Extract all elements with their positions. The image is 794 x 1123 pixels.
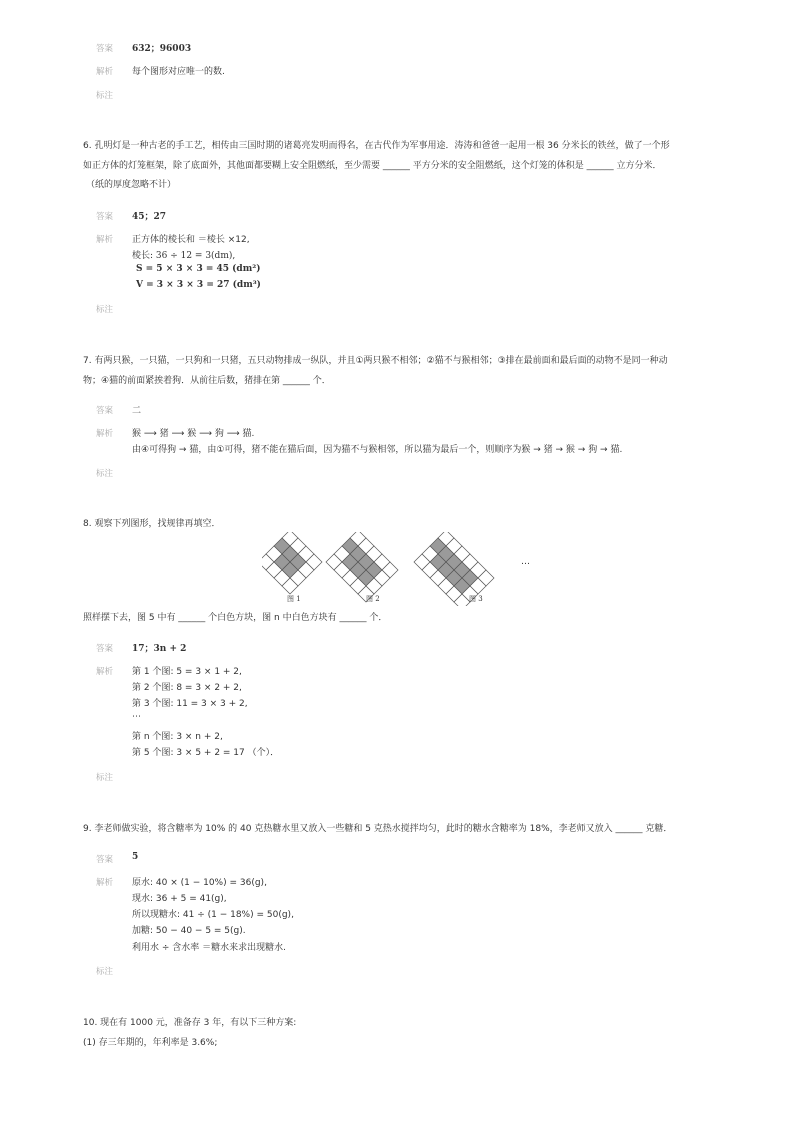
pattern-figure [262,532,542,606]
answer-label: 答案 [96,44,114,54]
figure-ellipsis: … [521,557,530,567]
q6-explain-2: 棱长: 36 ÷ 12 = 3(dm), [132,251,236,261]
q6-explain-3: S = 5 × 3 × 3 = 45 (dm²) [136,264,261,274]
q9-explain-label: 解析 [96,878,114,888]
q9-line-1: 9. 李老师做实验，将含糖率为 10% 的 40 克热糖水里又放入一些糖和 5 克热水搅拌均匀，此时的糖水含糖率为 18%，李老师又放入 ______ 克糖． [83,824,673,834]
q8-line-1: 8. 观察下列图形，找规律再填空． [83,519,221,529]
q6-answer: 45；27 [132,212,167,222]
q8-explain-3: 第 3 个图: 11 = 3 × 3 + 2, [132,699,248,709]
q8-answer: 17；3n + 2 [132,644,187,654]
q9-answer-label: 答案 [96,855,114,865]
q6-note-label: 标注 [96,305,114,315]
q6-line-1: 6. 孔明灯是一种古老的手工艺，相传由三国时期的诸葛亮发明而得名，在古代作为军事用途．涛涛和爸爸一起用一根 36 分米长的铁丝，做了一个形 [83,141,670,151]
q7-line-2: 物；④猫的前面紧挨着狗．从前往后数，猪排在第 ______ 个． [83,376,331,386]
q10-line-2: (1) 存三年期的，年利率是 3.6%; [83,1038,218,1048]
q6-explain-4: V = 3 × 3 × 3 = 27 (dm³) [136,280,261,290]
q6-line-3: （纸的厚度忽略不计） [86,180,177,190]
q7-line-1: 7. 有两只猴，一只猫，一只狗和一只猪，五只动物排成一纵队，并且①两只猴不相邻；②猫不与猴相邻；③排在最前面和最后面的动物不是同一种动 [83,356,668,366]
q7-explain-2: 由④可得狗 → 猫，由①可得，猪不能在猫后面，因为猫不与猴相邻，所以猫为最后一个，则顺序为猴 → 猪 → 猴 → 狗 → 猫. [132,445,623,455]
q6-explain-1: 正方体的棱长和 ＝棱长 ×12, [132,235,250,245]
q8-explain-5: 第 n 个图: 3 × n + 2, [132,732,223,742]
q6-answer-label: 答案 [96,212,114,222]
q8-answer-label: 答案 [96,644,114,654]
q9-note-label: 标注 [96,967,114,977]
q8-note-label: 标注 [96,773,114,783]
q7-answer: 二 [132,406,142,416]
q7-explain-label: 解析 [96,429,114,439]
q9-explain-1: 原水: 40 × (1 − 10%) = 36(g), [132,878,267,888]
q9-explain-5: 利用水 ÷ 含水率 ＝糖水来求出现糖水. [132,943,286,953]
explain-text: 每个图形对应唯一的数. [132,67,225,77]
q8-explain-2: 第 2 个图: 8 = 3 × 2 + 2, [132,683,242,693]
q9-explain-3: 所以现糖水: 41 ÷ (1 − 18%) = 50(g), [132,910,294,920]
q9-explain-2: 现水: 36 + 5 = 41(g), [132,894,227,904]
figure-caption-3: 图 3 [469,595,483,603]
q6-explain-label: 解析 [96,235,114,245]
q8-explain-4: ⋯ [132,712,141,722]
q8-explain-6: 第 5 个图: 3 × 5 + 2 = 17 （个）． [132,748,280,758]
figure-caption-1: 图 1 [287,595,301,603]
figure-caption-2: 图 2 [366,595,380,603]
q10-line-1: 10. 现在有 1000 元，准备存 3 年，有以下三种方案: [83,1018,297,1028]
q8-explain-1: 第 1 个图: 5 = 3 × 1 + 2, [132,667,242,677]
q8-line-2: 照样摆下去，图 5 中有 ______ 个白色方块，图 n 中白色方块有 ______ 个． [83,613,388,623]
q9-explain-4: 加糖: 50 − 40 − 5 = 5(g). [132,926,246,936]
q7-note-label: 标注 [96,469,114,479]
q7-explain-1: 猴 ⟶ 猪 ⟶ 猴 ⟶ 狗 ⟶ 猫. [132,429,255,439]
q8-explain-label: 解析 [96,667,114,677]
answer-value: 632；96003 [132,44,192,54]
q6-line-2: 如正方体的灯笼框架，除了底面外，其他面都要糊上安全阻燃纸，至少需要 ______ 平方分米的安全阻燃纸，这个灯笼的体积是 ______ 立方分米． [83,161,662,171]
q9-answer: 5 [132,852,139,862]
explain-label: 解析 [96,67,114,77]
q7-answer-label: 答案 [96,406,114,416]
note-label: 标注 [96,91,114,101]
